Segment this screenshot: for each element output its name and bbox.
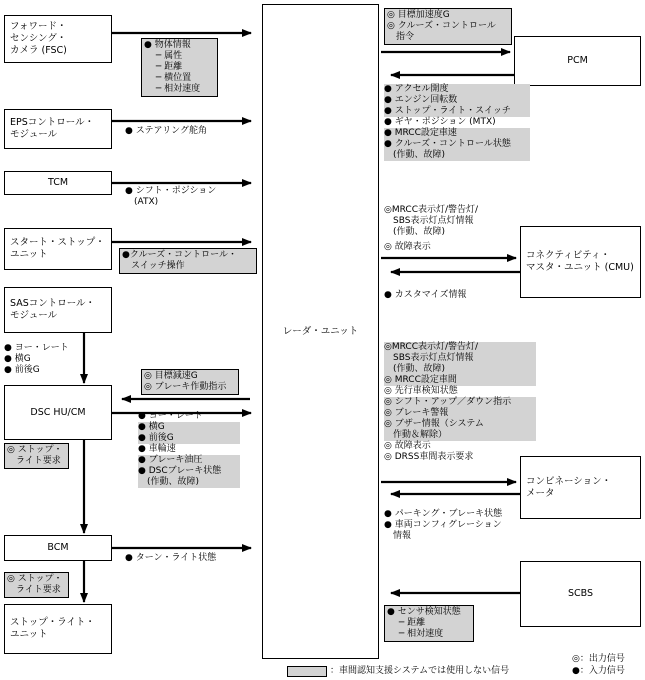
- signal-item: ◎ DRSS車間表示要求: [384, 452, 474, 462]
- signal-item: ● アクセル開度: [384, 84, 530, 95]
- combi-to-radar-signals: [384, 509, 502, 542]
- signal-item: ─ 距離: [387, 618, 426, 628]
- signal-item: ◎ シフト・アップ／ダウン指示: [384, 397, 536, 408]
- pcm-label: PCM: [567, 55, 588, 66]
- radar-to-cmu-fault-signal: [384, 242, 431, 253]
- bcm-to-stoplight-signal: [4, 572, 69, 598]
- signal-item: ●クルーズ・コントロール・: [122, 250, 237, 260]
- signal-item: ◎ 故障表示: [384, 242, 431, 252]
- fsc-label: フォワード・ センシング・ カメラ (FSC): [10, 21, 67, 56]
- signal-item: ◎MRCC表示灯/警告灯/: [384, 342, 536, 353]
- start-stop-label: スタート・ストップ・ ユニット: [10, 237, 105, 260]
- signal-item: ライト要求: [7, 585, 61, 595]
- dsc-label: DSC HU/CM: [30, 406, 86, 418]
- signal-item: ● ステアリング舵角: [125, 126, 207, 136]
- signal-item: ● センサ検知状態: [387, 607, 461, 617]
- legend-output: ◎：出力信号: [572, 654, 625, 664]
- signal-item: ● クルーズ・コントロール状態: [384, 139, 530, 150]
- signal-item: ライト要求: [7, 456, 61, 466]
- signal-item: ● エンジン回転数: [384, 95, 530, 106]
- signal-item: (作動、故障): [384, 150, 530, 161]
- signal-item: ● 車両コンフィグレーション: [384, 520, 502, 530]
- signal-item: ◎ 目標加速度G: [387, 10, 450, 20]
- signal-item: ● 横G: [4, 354, 31, 364]
- stop-light-label: ストップ・ライト・ ユニット: [10, 617, 95, 640]
- legend-gray-swatch: [287, 666, 327, 677]
- eps-signal: [125, 126, 207, 137]
- signal-item: ◎ 先行車検知状態: [384, 386, 458, 396]
- radar-to-cmu-signals: [384, 205, 478, 238]
- signal-item: SBS表示灯点灯情報: [384, 216, 474, 226]
- signal-item: 指令: [387, 32, 415, 42]
- signal-item: ● ターン・ライト状態: [125, 553, 217, 563]
- signal-item: ─ 距離: [144, 62, 183, 72]
- legend-input: ●：入力信号: [572, 666, 625, 676]
- signal-item: ● ブレーキ油圧: [138, 455, 240, 466]
- scbs-label: SCBS: [567, 588, 594, 599]
- tcm-signal: [125, 186, 216, 208]
- signal-item: ● 横G: [138, 422, 240, 433]
- signal-item: ◎ ブレーキ警報: [384, 408, 536, 419]
- cmu-to-radar-signal: [384, 290, 466, 301]
- signal-item: ● ギヤ・ポジション (MTX): [384, 117, 496, 127]
- signal-item: ◎ 故障表示: [384, 441, 431, 451]
- signal-item: ◎ MRCC設定車間: [384, 375, 536, 386]
- signal-item: スイッチ操作: [122, 261, 185, 271]
- signal-item: ● シフト・ポジション: [125, 186, 217, 196]
- radar-to-combi-signals: [384, 342, 536, 463]
- signal-item: (作動、故障): [384, 227, 446, 237]
- signal-item: ● 車輪速: [138, 444, 176, 454]
- signal-item: ● 前後G: [4, 365, 40, 375]
- signal-item: ● カスタマイズ情報: [384, 290, 467, 300]
- signal-item: (ATX): [125, 197, 159, 207]
- signal-item: ● 物体情報: [144, 40, 191, 50]
- signal-item: SBS表示灯点灯情報: [384, 353, 536, 364]
- dsc-to-radar-signals: [138, 411, 240, 488]
- signal-item: ● DSCブレーキ状態: [138, 466, 240, 477]
- signal-item: ─ 相対速度: [387, 629, 444, 639]
- eps-label: EPSコントロール・ モジュール: [10, 117, 95, 140]
- signal-item: ● ヨー・レート: [4, 343, 69, 353]
- signal-item: (作動、故障): [138, 477, 240, 488]
- radar-to-dsc-signals: [141, 369, 239, 395]
- fsc-signal-list: [141, 38, 218, 97]
- signal-item: ─ 横位置: [144, 73, 192, 83]
- radar-to-pcm-signals: [384, 8, 512, 45]
- radar-unit-label: レーダ・ユニット: [282, 325, 359, 337]
- signal-item: ─ 相対速度: [144, 84, 201, 94]
- signal-item: ● ヨー・レート: [138, 411, 203, 421]
- dsc-to-bcm-signal: [4, 443, 69, 469]
- signal-item: ● パーキング・ブレーキ状態: [384, 509, 503, 519]
- signal-item: (作動、故障): [384, 364, 536, 375]
- signal-item: 作動＆解除）: [384, 430, 536, 441]
- signal-item: ◎ ブザー情報（システム: [384, 419, 536, 430]
- bcm-label: BCM: [47, 542, 69, 553]
- legend-note: ：車間認知支援システムでは使用しない信号: [330, 666, 510, 676]
- tcm-label: TCM: [47, 177, 69, 188]
- cmu-label: コネクティビティ・ マスタ・ユニット (CMU): [526, 250, 634, 273]
- signal-item: ◎MRCC表示灯/警告灯/: [384, 205, 479, 215]
- signal-item: ◎ ストップ・: [7, 574, 63, 584]
- sas-label: SASコントロール・ モジュール: [10, 298, 96, 321]
- signal-item: ◎ ブレーキ作動指示: [144, 382, 227, 392]
- start-stop-signal: [119, 248, 257, 274]
- pcm-to-radar-signals: [384, 84, 530, 161]
- signal-item: ◎ クルーズ・コントロール: [387, 21, 496, 31]
- signal-item: ● MRCC設定車速: [384, 128, 530, 139]
- signal-item: ● 前後G: [138, 433, 240, 444]
- signal-item: ● ストップ・ライト・スイッチ: [384, 106, 530, 117]
- combi-meter-label: コンビネーション・ メータ: [526, 475, 612, 499]
- bcm-to-radar-signal: [125, 553, 216, 564]
- signal-item: ◎ 目標減速G: [144, 371, 198, 381]
- scbs-to-radar-signals: [384, 605, 474, 642]
- signal-item: ◎ ストップ・: [7, 445, 63, 455]
- sas-signals: [4, 343, 69, 376]
- signal-item: ─ 属性: [144, 51, 183, 61]
- signal-item: 情報: [384, 531, 412, 541]
